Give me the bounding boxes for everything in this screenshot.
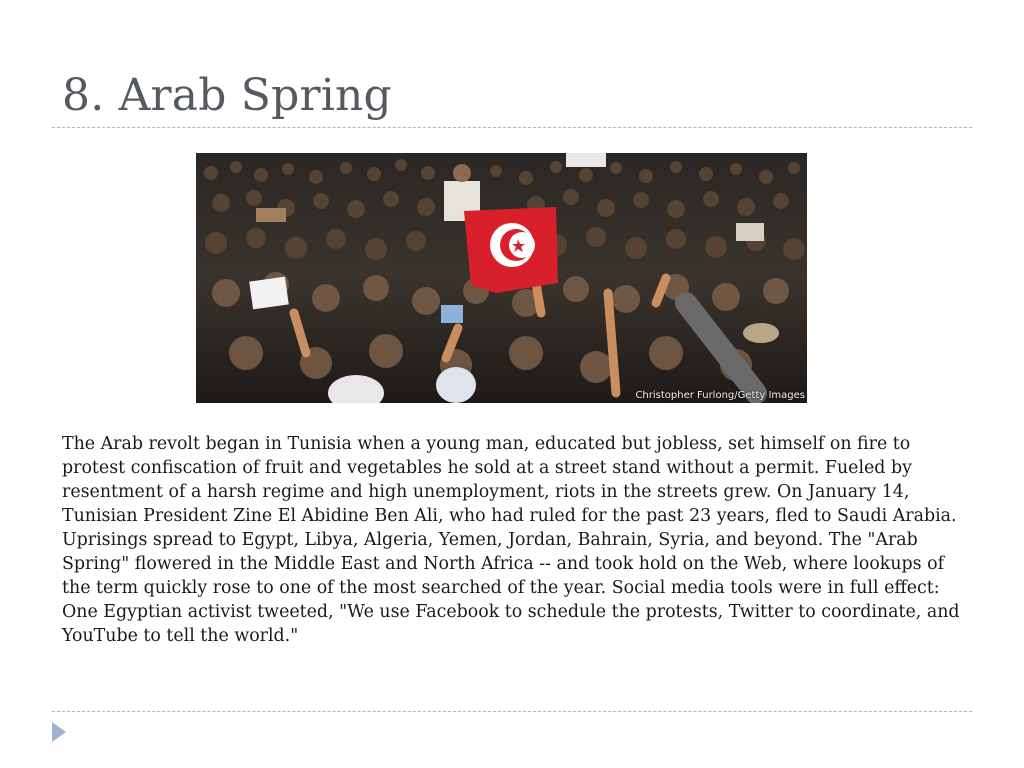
tunisian-flag — [464, 207, 558, 293]
protest-photo — [196, 153, 807, 403]
triangle-right-icon[interactable] — [52, 722, 66, 746]
slide-body-text — [62, 432, 962, 648]
body-paragraph: The Arab revolt began in Tunisia when a young man, educated but jobless, set himself on fire to protest confiscation of fruit and vegetables he sold at a street stand without a permit. Fueled by resentment of a harsh regime and high unemployment, riots in the streets grew. On January 14, Tunisian President Zine El Abidine Ben Ali, who had ruled for the past 23 years, fled to Saudi Arabia. — [62, 434, 957, 526]
photo-credit: Christopher Furlong/Getty Images — [635, 390, 805, 401]
slide-title: 8. Arab Spring — [62, 70, 392, 121]
body-paragraph: Uprisings spread to Egypt, Libya, Algeria, Yemen, Jordan, Bahrain, Syria, and beyond. The "Arab Spring" flowered in the Middle East and North Africa -- and took hold on the Web, where lookups of the term quickly rose to one of the most searched of the year. Social media tools were in full effect: One Egyptian activist tweeted, "We use Facebook to schedule the protests, Twitter to coordinate, and YouTube to tell the world." — [62, 530, 960, 646]
footer-divider — [52, 711, 972, 712]
title-divider — [52, 127, 972, 128]
